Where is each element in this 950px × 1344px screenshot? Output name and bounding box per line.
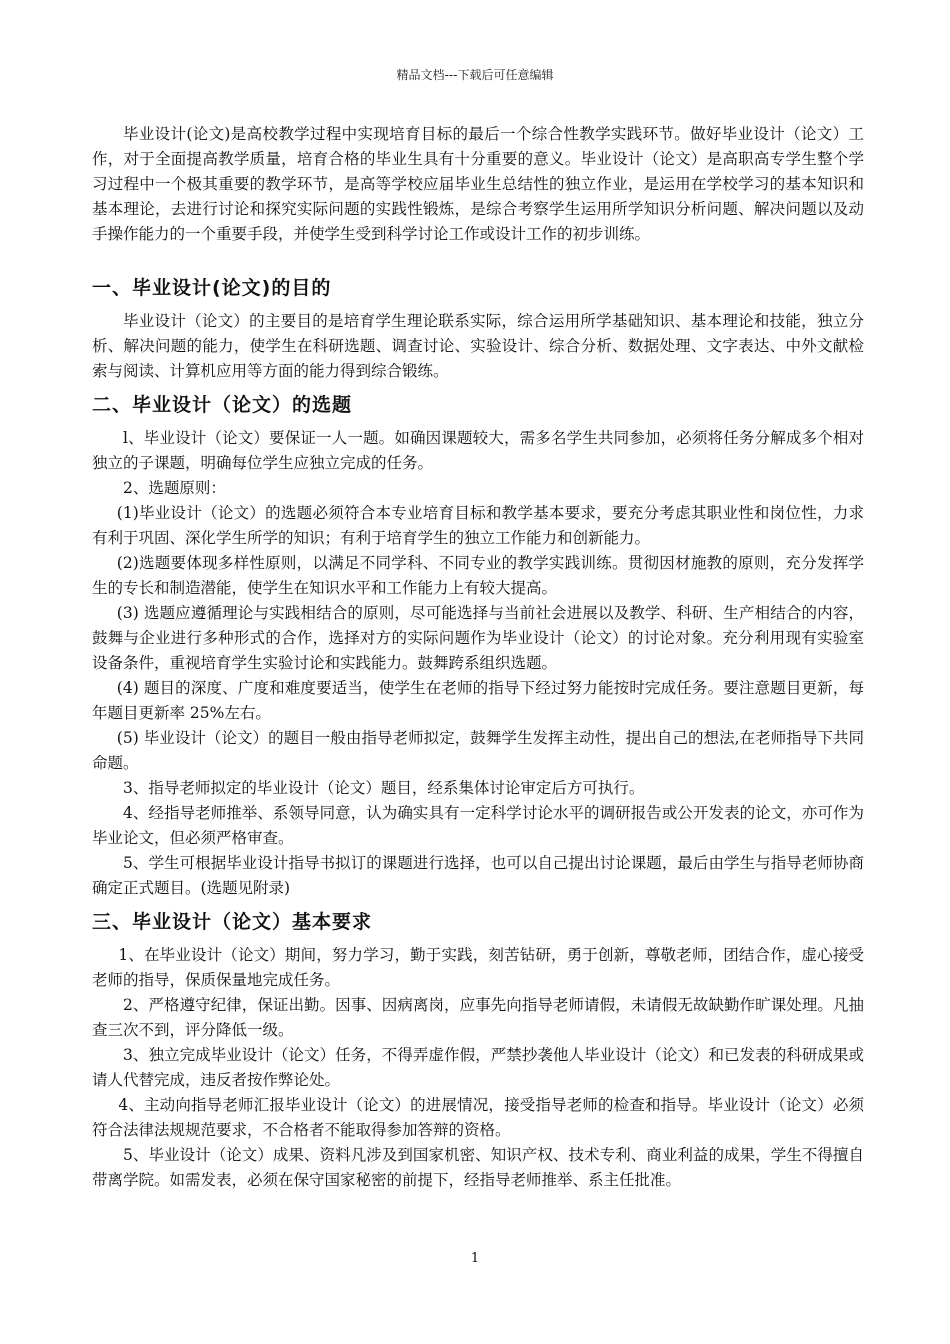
section-heading-topic: 二、毕业设计（论文）的选题 — [92, 394, 353, 416]
requirement-paragraph-5: 5、毕业设计（论文）成果、资料凡涉及到国家机密、知识产权、技术专利、商业利益的成果，学生不得擅自带离学院。如需发表，必须在保守国家秘密的前提下，经指导老师推举、系主任批准。 — [92, 1146, 864, 1189]
requirement-paragraph-2: 2、严格遵守纪律，保证出勤。因事、因病离岗，应事先向指导老师请假，未请假无故缺勤作旷课处理。凡抽查三次不到，评分降低一级。 — [92, 996, 864, 1039]
topic-paragraph-4: (2)选题要体现多样性原则，以满足不同学科、不同专业的教学实践训练。贯彻因材施教的原则，充分发挥学生的专长和制造潜能，使学生在知识水平和工作能力上有较大提高。 — [92, 554, 864, 597]
topic-paragraph-3: (1)毕业设计（论文）的选题必须符合本专业培育目标和教学基本要求，要充分考虑其职业性和岗位性，力求有利于巩固、深化学生所学的知识；有利于培育学生的独立工作能力和创新能力。 — [92, 504, 864, 547]
requirement-paragraph-4: 4、主动向指导老师汇报毕业设计（论文）的进展情况，接受指导老师的检查和指导。毕业设计（论文）必须符合法律法规规范要求，不合格者不能取得参加答辩的资格。 — [92, 1096, 864, 1139]
topic-paragraph-10: 5、学生可根据毕业设计指导书拟订的课题进行选择，也可以自己提出讨论课题，最后由学生与指导老师协商确定正式题目。(选题见附录) — [92, 854, 864, 897]
topic-paragraph-8: 3、指导老师拟定的毕业设计（论文）题目，经系集体讨论审定后方可执行。 — [123, 779, 645, 797]
page-number: 1 — [470, 1251, 480, 1266]
intro-paragraph: 毕业设计(论文)是高校教学过程中实现培育目标的最后一个综合性教学实践环节。做好毕业设计（论文）工作，对于全面提高教学质量，培育合格的毕业生具有十分重要的意义。毕业设计（论文）是高职高专学生整个学习过程中一个极其重要的教学环节，是高等学校应届毕业生总结性的独立作业，是运用在学校学习的基本知识和基本理论，去进行讨论和探究实际问题的实践性锻炼，是综合考察学生运用所学知识分析问题、解决问题以及动手操作能力的一个重要手段，并使学生受到科学讨论工作或设计工作的初步训练。 — [92, 125, 864, 243]
topic-paragraph-6: (4) 题目的深度、广度和难度要适当，使学生在老师的指导下经过努力能按时完成任务。要注意题目更新，每年题目更新率 25%左右。 — [92, 679, 864, 722]
topic-paragraph-2: 2、选题原则： — [123, 479, 226, 497]
topic-paragraph-1: l、毕业设计（论文）要保证一人一题。如确因课题较大，需多名学生共同参加，必须将任务分解成多个相对独立的子课题，明确每位学生应独立完成的任务。 — [92, 429, 864, 472]
page-header: 精品文档---下载后可任意编辑 — [396, 68, 554, 82]
requirement-paragraph-3: 3、独立完成毕业设计（论文）任务，不得弄虚作假，严禁抄袭他人毕业设计（论文）和已发表的科研成果或请人代替完成，违反者按作弊论处。 — [92, 1046, 864, 1089]
section-heading-purpose: 一、毕业设计(论文)的目的 — [92, 277, 332, 299]
purpose-paragraph: 毕业设计（论文）的主要目的是培育学生理论联系实际，综合运用所学基础知识、基本理论和技能，独立分析、解决问题的能力，使学生在科研选题、调查讨论、实验设计、综合分析、数据处理、文字表达、中外文献检索与阅读、计算机应用等方面的能力得到综合锻练。 — [92, 312, 864, 380]
topic-paragraph-7: (5) 毕业设计（论文）的题目一般由指导老师拟定，鼓舞学生发挥主动性，提出自己的想法,在老师指导下共同命题。 — [92, 729, 864, 772]
requirement-paragraph-1: 1、在毕业设计（论文）期间，努力学习，勤于实践，刻苦钻研，勇于创新，尊敬老师，团结合作，虚心接受老师的指导，保质保量地完成任务。 — [92, 946, 864, 989]
document-body — [92, 122, 864, 1193]
topic-paragraph-5: (3) 选题应遵循理论与实践相结合的原则，尽可能选择与当前社会进展以及教学、科研、生产相结合的内容，鼓舞与企业进行多种形式的合作，选择对方的实际问题作为毕业设计（论文）的讨论对象。充分利用现有实验室设备条件，重视培育学生实验讨论和实践能力。鼓舞跨系组织选题。 — [92, 604, 864, 672]
topic-paragraph-9: 4、经指导老师推举、系领导同意，认为确实具有一定科学讨论水平的调研报告或公开发表的论文，亦可作为毕业论文，但必须严格审查。 — [92, 804, 864, 847]
section-heading-requirements: 三、毕业设计（论文）基本要求 — [92, 911, 373, 933]
